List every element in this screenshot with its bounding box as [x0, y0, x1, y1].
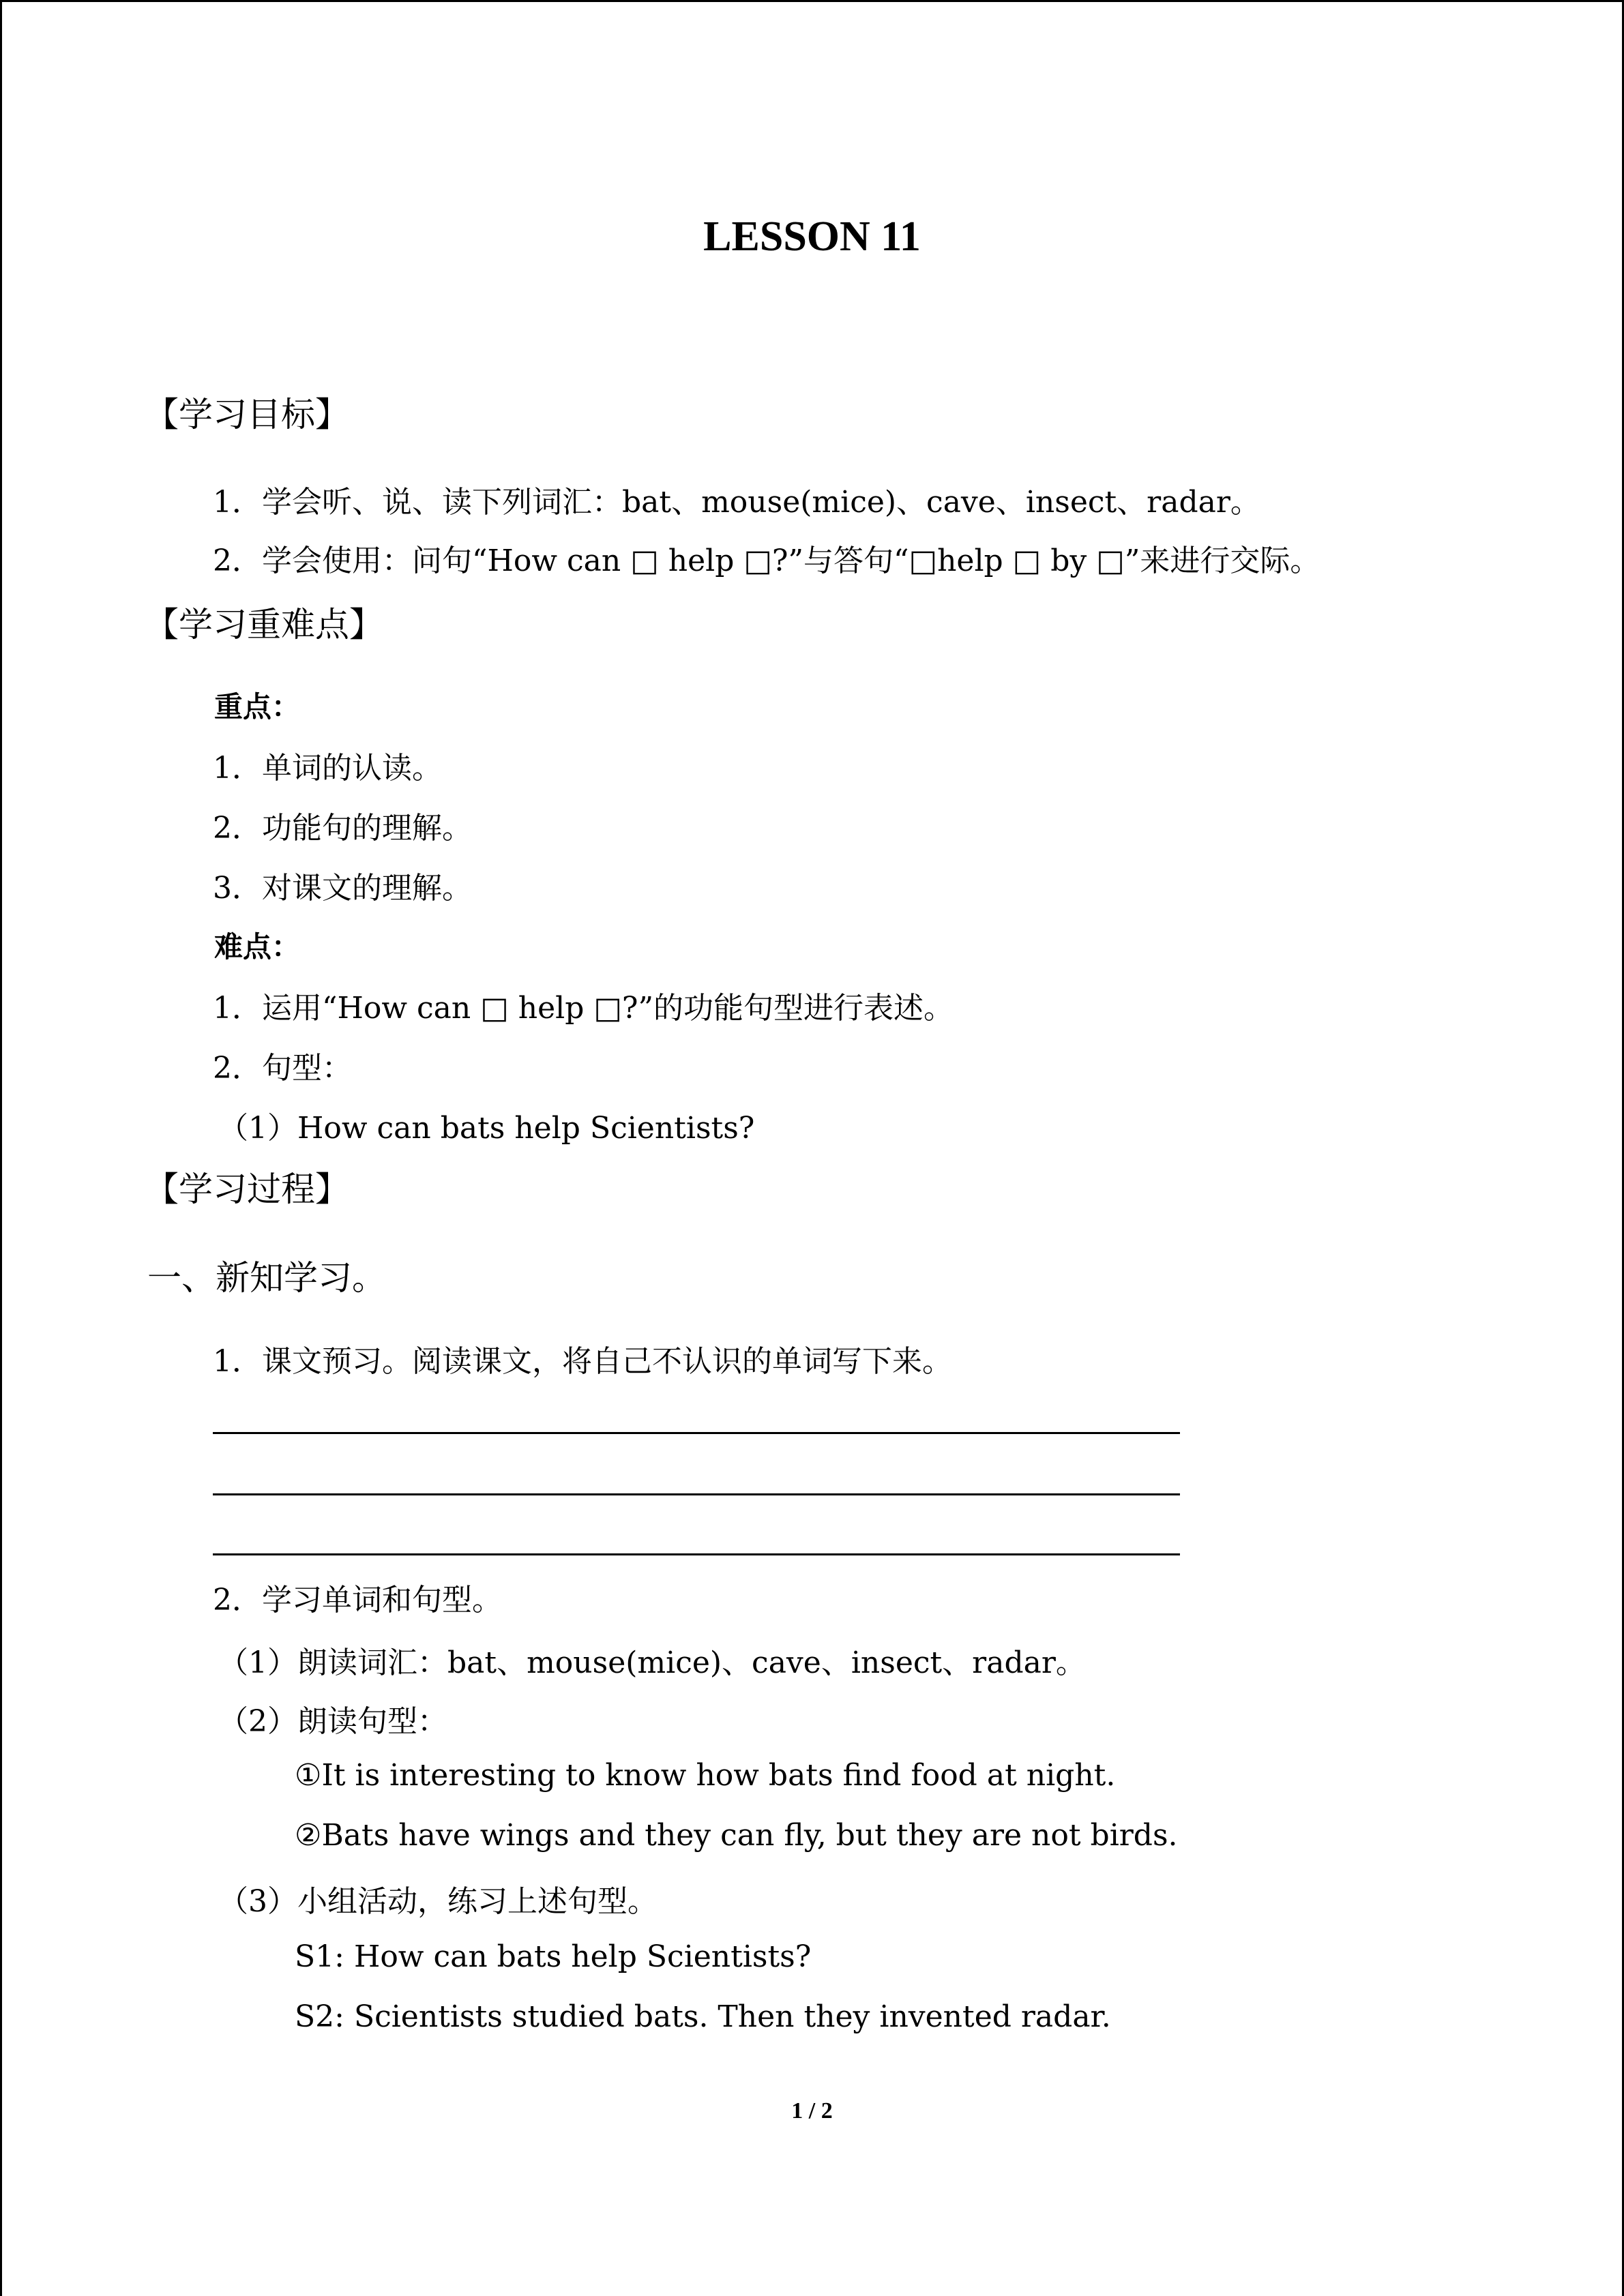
lesson-title: LESSON 11	[703, 213, 921, 260]
objective-item-1: 1．学会听、说、读下列词汇：bat、mouse(mice)、cave、insect、radar。	[213, 485, 1260, 520]
answer-line-2[interactable]	[213, 1493, 1180, 1495]
step-2-item-1: （1）朗读词汇：bat、mouse(mice)、cave、insect、radar。	[218, 1645, 1086, 1680]
focus-item-1: 1．单词的认读。	[213, 751, 442, 786]
difficulty-item-2: 2．句型：	[213, 1051, 352, 1086]
sentence-2: ②Bats have wings and they can fly, but they are not birds.	[295, 1818, 1178, 1853]
step-1: 1．课文预习。阅读课文，将自己不认识的单词写下来。	[213, 1344, 952, 1379]
focus-item-3: 3．对课文的理解。	[213, 871, 472, 906]
focus-label: 重点：	[214, 690, 301, 724]
answer-line-3[interactable]	[213, 1553, 1180, 1555]
dialogue-line-2: S2: Scientists studied bats. Then they invented radar.	[295, 1999, 1111, 2034]
step-2-item-2: （2）朗读句型：	[218, 1704, 447, 1739]
sentence-1: ①It is interesting to know how bats find food at night.	[295, 1758, 1116, 1793]
group-activity: （3）小组活动，练习上述句型。	[218, 1884, 658, 1919]
dialogue-line-1: S1: How can bats help Scientists?	[295, 1939, 812, 1974]
difficulty-label: 难点：	[214, 930, 301, 964]
key-points-heading: 【学习重难点】	[145, 605, 383, 644]
focus-item-2: 2．功能句的理解。	[213, 811, 472, 846]
objectives-heading: 【学习目标】	[145, 395, 349, 434]
difficulty-item-3: （1）How can bats help Scientists?	[218, 1111, 755, 1146]
page-number: 1 / 2	[791, 2098, 833, 2123]
difficulty-item-1: 1．运用“How can □ help □?”的功能句型进行表述。	[213, 991, 954, 1026]
answer-line-1[interactable]	[213, 1432, 1180, 1434]
objective-item-2: 2．学会使用：问句“How can □ help □?”与答句“□help □ by □”来进行交际。	[213, 543, 1320, 578]
process-heading: 【学习过程】	[145, 1169, 349, 1209]
part-one-heading: 一、新知学习。	[147, 1258, 386, 1298]
step-2: 2．学习单词和句型。	[213, 1583, 502, 1617]
